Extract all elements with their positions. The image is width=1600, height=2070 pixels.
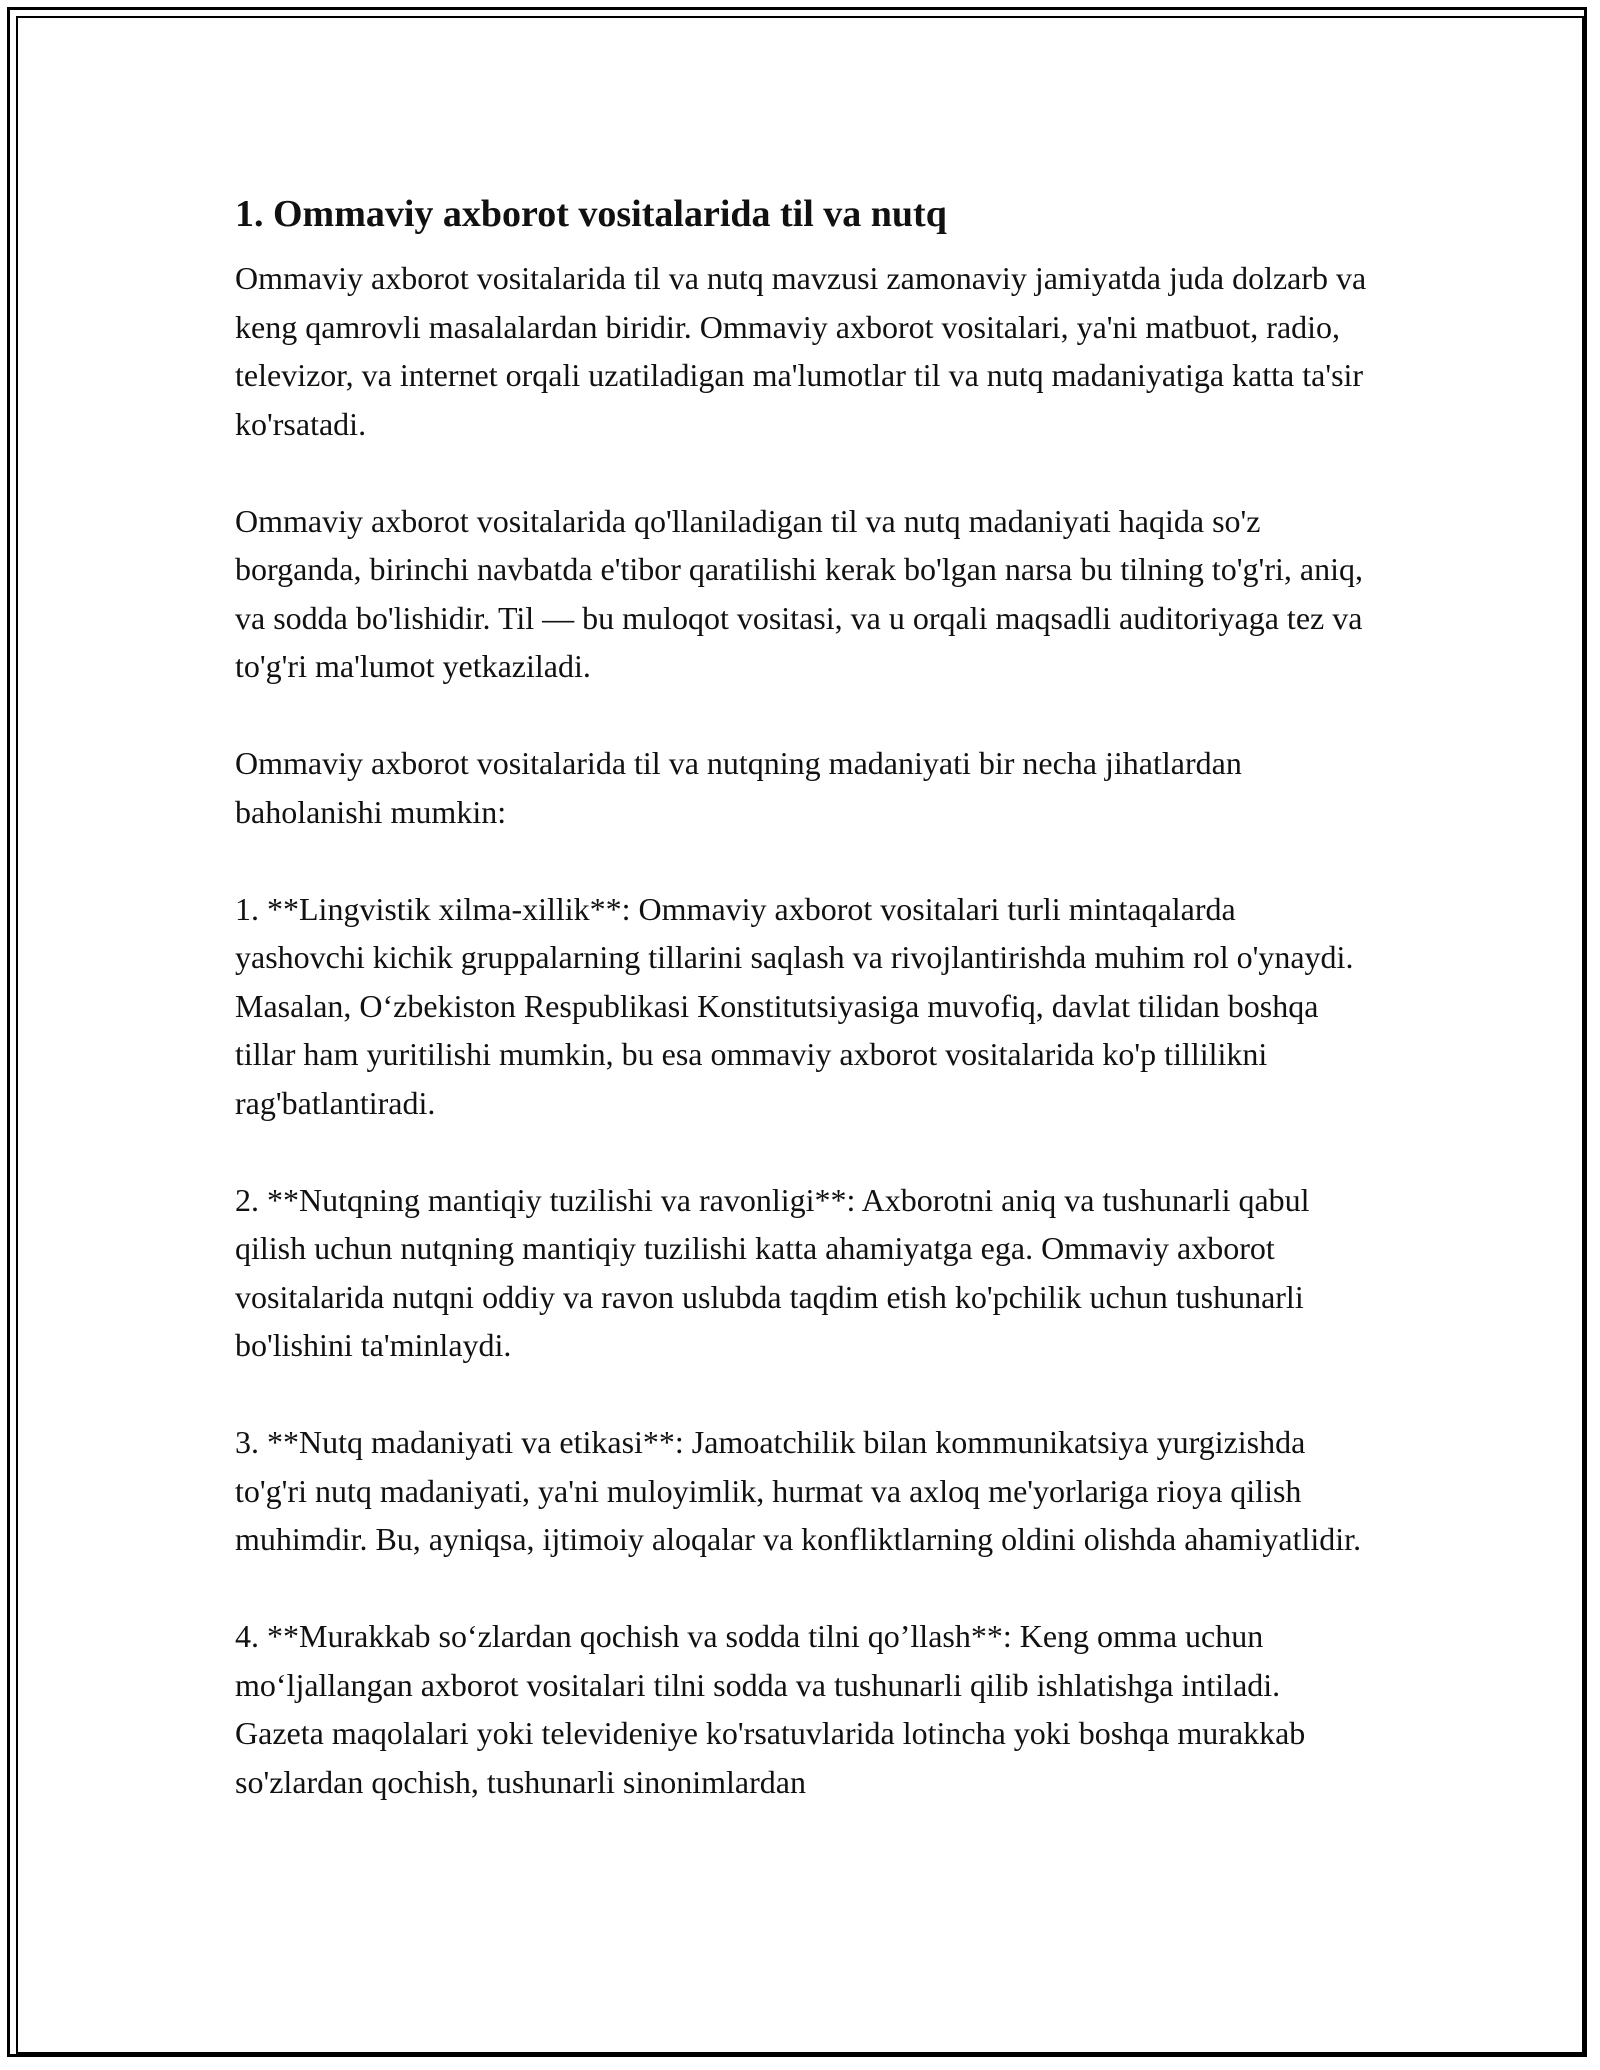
list-item-speech-ethics: 3. **Nutq madaniyati va etikasi**: Jamoatchilik bilan kommunikatsiya yurgizishda to'g'ri nutq madaniyati, ya'ni muloyimlik, hurmat va axloq me'yorlariga rioya qilish muhimdir. Bu, ayniqsa, ijtimoiy aloqalar va konfliktlarning oldini olishda ahamiyatlidir. bbox=[235, 1424, 1362, 1557]
paragraph-language-culture: Ommaviy axborot vositalarida qo'llaniladigan til va nutq madaniyati haqida so'z borganda, birinchi navbatda e'tibor qaratilishi kerak bo'lgan narsa bu tilning to'g'ri, aniq, va sodda bo'lishidir. Til — bu muloqot vositasi, va u orqali maqsadli auditoriyaga tez va to'g'ri ma'lumot yetkaziladi. bbox=[235, 502, 1363, 684]
list-item-linguistic-diversity: 1. **Lingvistik xilma-xillik**: Ommaviy axborot vositalari turli mintaqalarda yashovchi kichik gruppalarning tillarini saqlash va rivojlantirishda muhim rol o'ynaydi. Masalan, O‘zbekiston Respublikasi Konstitutsiyasiga muvofiq, davlat tilidan boshqa tillar ham yuritilishi mumkin, bu esa ommaviy axborot vositalarida ko'p tillilikni rag'batlantiradi. bbox=[235, 890, 1354, 1121]
paragraph-intro: Ommaviy axborot vositalarida til va nutq mavzusi zamonaviy jamiyatda juda dolzarb va keng qamrovli masalalardan biridir. Ommaviy axborot vositalari, ya'ni matbuot, radio, televizor, va internet orqali uzatiladigan ma'lumotlar til va nutq madaniyatiga katta ta'sir ko'rsatadi. bbox=[235, 260, 1367, 442]
paragraph-evaluation-intro: Ommaviy axborot vositalarida til va nutqning madaniyati bir necha jihatlardan baholanishi mumkin: bbox=[235, 745, 1242, 830]
document-title: 1. Ommaviy axborot vositalarida til va nutq bbox=[235, 193, 947, 235]
document-body bbox=[235, 186, 1370, 1855]
list-item-logical-structure: 2. **Nutqning mantiqiy tuzilishi va ravonligi**: Axborotni aniq va tushunarli qabul qilish uchun nutqning mantiqiy tuzilishi katta ahamiyatga ega. Ommaviy axborot vositalarida nutqni oddiy va ravon uslubda taqdim etish ko'pchilik uchun tushunarli bo'lishini ta'minlaydi. bbox=[235, 1181, 1310, 1363]
list-item-simple-language: 4. **Murakkab so‘zlardan qochish va sodda tilni qo’llash**: Keng omma uchun mo‘ljallangan axborot vositalari tilni sodda va tushunarli qilib ishlatishga intiladi. Gazeta maqolalari yoki televideniye ko'rsatuvlarida lotincha yoki boshqa murakkab so'zlardan qochish, tushunarli sinonimlardan bbox=[235, 1618, 1306, 1800]
